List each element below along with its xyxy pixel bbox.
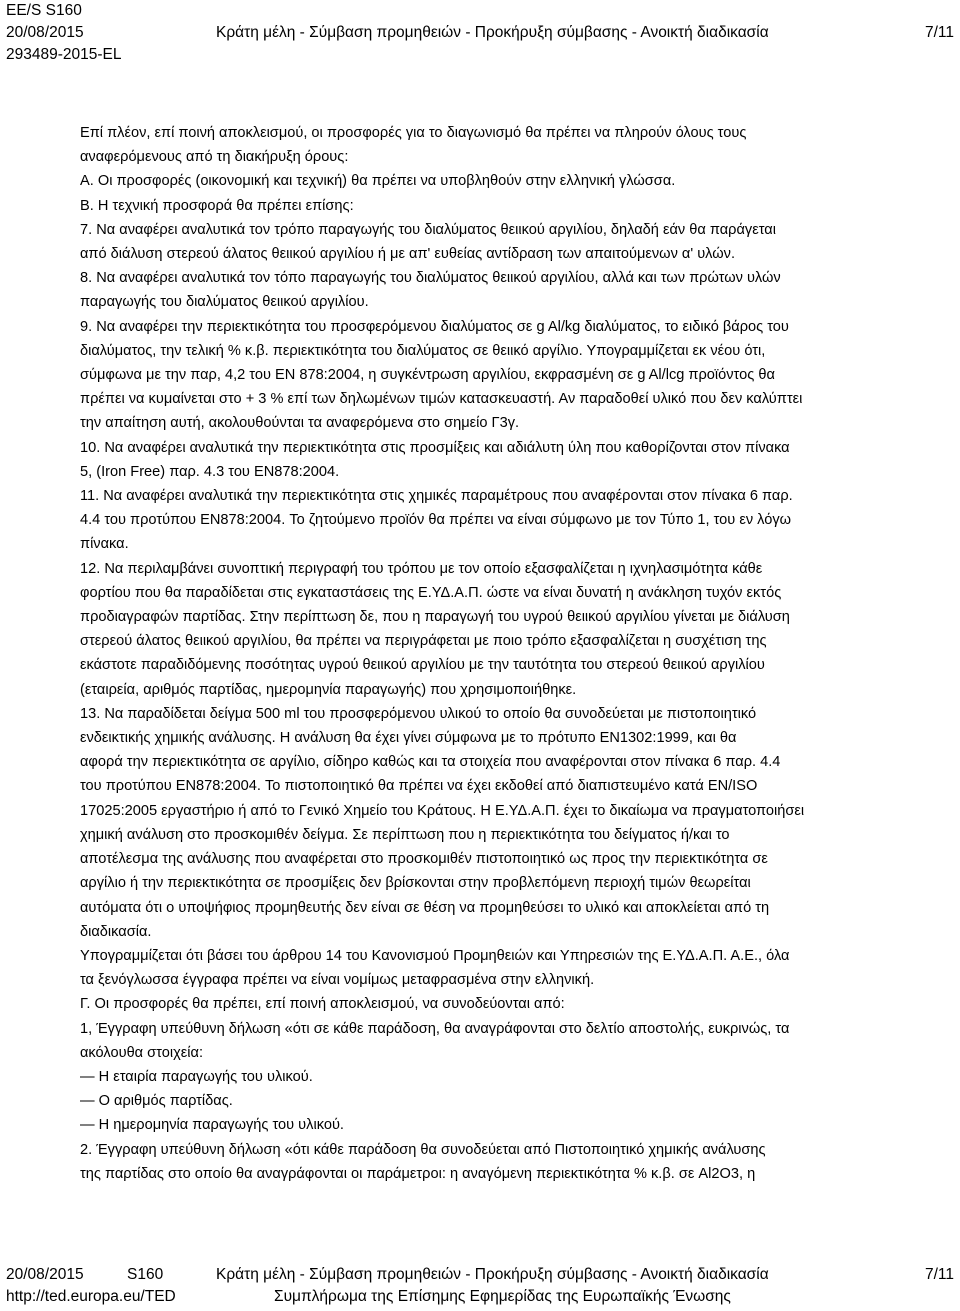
body-line: αυτόματα ότι ο υποψήφιος προμηθευτής δεν είναι σε θέση να προμηθεύσει το υλικό και αποκλείεται από τη <box>80 899 770 916</box>
footer-date: 20/08/2015 <box>6 1266 84 1283</box>
body-line: — Η ημερομηνία παραγωγής του υλικού. <box>80 1117 344 1134</box>
body-line: διαδικασία. <box>80 923 152 940</box>
footer-page-number: 7/11 <box>924 1266 954 1283</box>
body-line: 11. Να αναφέρει αναλυτικά την περιεκτικότητα στις χημικές παραμέτρους που αναφέρονται στον πίνακα 6 παρ. <box>80 488 793 505</box>
body-line: ακόλουθα στοιχεία: <box>80 1044 203 1061</box>
body-line: Α. Οι προσφορές (οικονομική και τεχνική) θα πρέπει να υποβληθούν στην ελληνική γλώσσα. <box>80 173 676 190</box>
body-line: προδιαγραφών παρτίδας. Στην περίπτωση δε, που η παραγωγή του υγρού θειικού αργιλίου γίνεται με διάλυση <box>80 609 790 626</box>
document-body <box>80 121 960 1186</box>
footer-publication-name: Συμπλήρωμα της Επίσημης Εφημερίδας της Ευρωπαϊκής Ένωσης <box>274 1288 731 1305</box>
body-line: της παρτίδας στο οποίο θα αναγράφονται οι παράμετροι: η αναγόμενη περιεκτικότητα % κ.β. σε Al2O3, η <box>80 1165 756 1182</box>
body-line: φορτίου που θα παραδίδεται στις εγκαταστάσεις της Ε.ΥΔ.Α.Π. ώστε να είναι δυνατή η ανάκληση τυχόν εκτός <box>80 584 782 601</box>
body-line: Επί πλέον, επί ποινή αποκλεισμού, οι προσφορές για το διαγωνισμό θα πρέπει να πληρούν όλους τους <box>80 125 747 141</box>
header-date: 20/08/2015 <box>6 24 84 41</box>
body-line: 2. Έγγραφη υπεύθυνη δήλωση «ότι κάθε παράδοση θα συνοδεύεται από Πιστοποιητικό χημικής ανάλυσης <box>80 1141 766 1158</box>
body-line: 7. Να αναφέρει αναλυτικά τον τρόπο παραγωγής του διαλύματος θειικού αργιλίου, δηλαδή εάν θα παράγεται <box>80 221 776 238</box>
body-line: 17025:2005 εργαστήριο ή από το Γενικό Χημείο του Κράτους. Η Ε.ΥΔ.Α.Π. έχει το δικαίωμα να πραγματοποιήσει <box>80 802 805 819</box>
body-line: (εταιρεία, αριθμός παρτίδας, ημερομηνία παραγωγής) που χρησιμοποιήθηκε. <box>80 681 577 698</box>
header-doc-id: EE/S S160 <box>6 2 82 19</box>
body-line: του προτύπου EN878:2004. Το πιστοποιητικό θα πρέπει να έχει εκδοθεί από διαπιστευμένο κατά EN/ISO <box>80 778 758 795</box>
body-line: αργίλιο ή την περιεκτικότητα σε προσμίξεις δεν βρίσκονται στην προβλεπόμενη περιοχή τιμών θεωρείται <box>80 875 751 892</box>
page-footer <box>0 1264 960 1308</box>
body-line: στερεού άλατος θειικού αργιλίου, θα πρέπει να περιγράφεται με ποιο τρόπο εξασφαλίζεται η συσχέτιση της <box>80 633 767 650</box>
body-line: 9. Να αναφέρει την περιεκτικότητα του προσφερόμενου διαλύματος σε g Al/kg διαλύματος, το ειδικό βάρος του <box>80 318 789 335</box>
body-line: 10. Να αναφέρει αναλυτικά την περιεκτικότητα στις προσμίξεις και αδιάλυτη ύλη που καθορίζονται στον πίνακα <box>80 439 790 456</box>
body-line: πρέπει να κυμαίνεται στο + 3 % επί των δηλωμένων τιμών κατασκευαστή. Αν παραδοθεί υλικό που δεν καλύπτει <box>80 391 803 408</box>
body-line: — Ο αριθμός παρτίδας. <box>80 1093 233 1110</box>
body-line: διαλύματος, την τελική % κ.β. περιεκτικότητα του διαλύματος σε θειικό αργίλιο. Υπογραμμίζεται εκ νέου ότι, <box>80 342 766 359</box>
body-line: τα ξενόγλωσσα έγγραφα πρέπει να είναι νομίμως μεταφρασμένα στην ελληνική. <box>80 972 595 989</box>
body-line: αναφερόμενους από τη διακήρυξη όρους: <box>80 149 349 166</box>
header-page-number: 7/11 <box>924 24 954 41</box>
footer-title: Κράτη μέλη - Σύμβαση προμηθειών - Προκήρυξη σύμβασης - Ανοικτή διαδικασία <box>216 1266 769 1283</box>
body-line: πίνακα. <box>80 536 129 553</box>
body-line: — Η εταιρία παραγωγής του υλικού. <box>80 1068 313 1085</box>
body-line: από διάλυση στερεού άλατος θειικού αργιλίου ή με απ' ευθείας αντίδραση των απαιτούμενων α' υλών. <box>80 246 736 263</box>
body-line: 5, (Iron Free) παρ. 4.3 του EN878:2004. <box>80 463 340 480</box>
body-line: αφορά την περιεκτικότητα σε αργίλιο, σίδηρο καθώς και τα στοιχεία που αναφέρονται στον πίνακα 6 παρ. 4.4 <box>80 754 781 771</box>
body-line: χημική ανάλυση στο προσκομιθέν δείγμα. Σε περίπτωση που η περιεκτικότητα του δείγματος ή/και το <box>80 826 730 843</box>
body-line: παραγωγής του διαλύματος θειικού αργιλίου. <box>80 294 369 311</box>
page-header <box>0 0 960 66</box>
body-line: 13. Να παραδίδεται δείγμα 500 ml του προσφερόμενου υλικού το οποίο θα συνοδεύεται με πιστοποιητικό <box>80 705 757 722</box>
body-line: 8. Να αναφέρει αναλυτικά τον τόπο παραγωγής του διαλύματος θειικού αργιλίου, αλλά και των πρώτων υλών <box>80 270 781 287</box>
body-line: 1, Έγγραφη υπεύθυνη δήλωση «ότι σε κάθε παράδοση, θα αναγράφονται στο δελτίο αποστολής, ευκρινώς, τα <box>80 1020 790 1037</box>
header-notice-number: 293489-2015-EL <box>6 46 122 63</box>
header-title: Κράτη μέλη - Σύμβαση προμηθειών - Προκήρυξη σύμβασης - Ανοικτή διαδικασία <box>216 24 769 41</box>
footer-url-link[interactable]: http://ted.europa.eu/TED <box>6 1288 176 1305</box>
body-line: εκάστοτε παραδιδόμενης ποσότητας υγρού θειικού αργιλίου με την ταυτότητα του στερεού θειικού αργιλίου <box>80 657 765 674</box>
body-line: αποτέλεσμα της ανάλυσης που αναφέρεται στο προσκομιθέν πιστοποιητικό ως προς την περιεκτικότητα σε <box>80 851 768 868</box>
body-line: ενδεικτικής χημικής ανάλυσης. Η ανάλυση θα έχει γίνει σύμφωνα με το πρότυπο EN1302:1999, και θα <box>80 730 737 747</box>
body-line: 12. Να περιλαμβάνει συνοπτική περιγραφή του τρόπου με τον οποίο εξασφαλίζεται η ιχνηλασιμότητα κάθε <box>80 560 763 577</box>
body-line: Γ. Οι προσφορές θα πρέπει, επί ποινή αποκλεισμού, να συνοδεύονται από: <box>80 996 565 1013</box>
footer-series: S160 <box>127 1266 164 1283</box>
body-line: Β. Η τεχνική προσφορά θα πρέπει επίσης: <box>80 197 354 214</box>
body-line: 4.4 του προτύπου EN878:2004. Το ζητούμενο προϊόν θα πρέπει να είναι σύμφωνο με τον Τύπο 1, του εν λόγω <box>80 512 792 529</box>
body-line: Υπογραμμίζεται ότι βάσει του άρθρου 14 του Κανονισμού Προμηθειών και Υπηρεσιών της Ε.ΥΔ.Α.Π. Α.Ε., όλα <box>80 947 790 964</box>
body-line: την απαίτηση αυτή, ακολουθούνται τα αναφερόμενα στο σημείο Γ3γ. <box>80 415 520 432</box>
body-line: σύμφωνα με την παρ, 4,2 του EN 878:2004, η συγκέντρωση αργιλίου, εκφρασμένη σε g Al/lcg προϊόντος θα <box>80 367 775 384</box>
